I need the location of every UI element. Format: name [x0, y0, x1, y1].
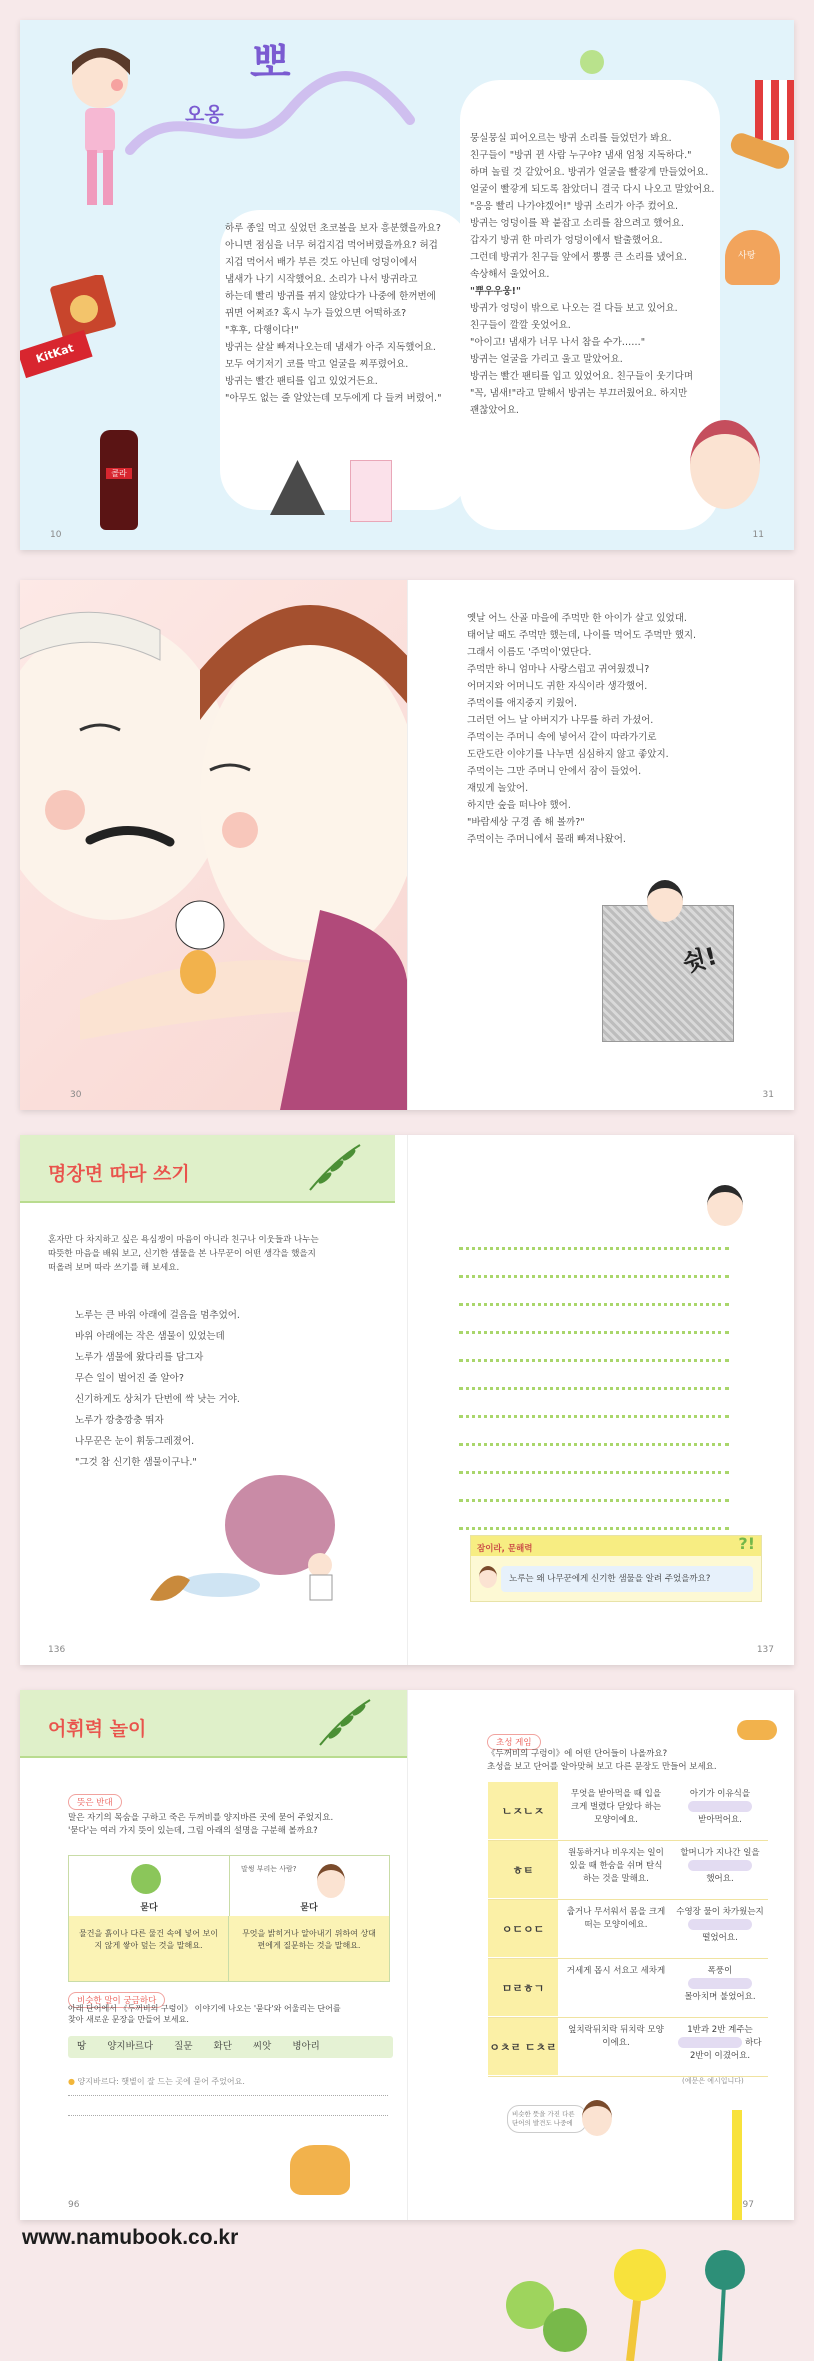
- instruction-line: 아래 단어에서 《두꺼비의 구렁이》 이야기에 나오는 '묻다'와 어울리는 단어를: [68, 2004, 341, 2013]
- section-title: 명장면 따라 쓰기: [48, 1163, 190, 1185]
- text-line: 방귀는 얼굴을 가리고 울고 말았어요.: [470, 354, 623, 365]
- definition-left: 물건을 흙이나 다른 물건 속에 넣어 보이지 않게 쌓아 덮는 것을 말해요.: [69, 1916, 229, 1981]
- tag-wrap: [68, 1790, 122, 1810]
- answer-line[interactable]: [68, 2115, 388, 2116]
- plant-pot-illustration: [131, 1864, 161, 1894]
- text-line: "꼭, 냄새!"라고 말해서 방귀는 부끄러웠어요. 하지만: [470, 388, 688, 399]
- text-line: 속상해서 울었어요.: [470, 269, 550, 280]
- passage-line: 노루가 깡충깡충 뛰자: [75, 1415, 164, 1426]
- instruction-line: 초성을 보고 단어를 알아맞혀 보고 다른 문장도 만들어 보세요.: [487, 1762, 717, 1772]
- page-number: 11: [752, 530, 764, 540]
- plants-decoration: [470, 2235, 814, 2361]
- passage-line: 노루는 큰 바위 아래에 걸음을 멈추었어.: [75, 1310, 240, 1321]
- text-page: [407, 580, 794, 1110]
- kid-face-icon: [479, 1566, 497, 1588]
- word-choice[interactable]: 화단: [213, 2041, 232, 2052]
- answer-line[interactable]: [68, 2095, 388, 2096]
- popcorn-illustration: [755, 80, 794, 140]
- initials-key: ㅇㄷㅇㄷ: [488, 1900, 558, 1957]
- text-line: "바람세상 구경 좀 해 볼까?": [467, 817, 585, 828]
- footnote: (예문은 예시입니다): [682, 2077, 744, 2085]
- writing-line[interactable]: [459, 1527, 729, 1530]
- writing-lines: [459, 1247, 729, 1555]
- text-line: 아니면 점심을 너무 허겁지겁 먹어버렸을까요? 허겁: [225, 240, 438, 251]
- text-line: 방귀는 엉덩이를 꽉 붙잡고 소리를 참으려고 했어요.: [470, 218, 684, 229]
- granny-illustration: [690, 420, 760, 509]
- text-line: 친구들이 "방귀 뀐 사람 누구야? 냄새 엄청 지독하다.": [470, 150, 692, 161]
- word-label: 묻다: [140, 1903, 158, 1913]
- initials-key: ㅇㅊㄹ ㄷㅊㄹ: [488, 2018, 558, 2075]
- fart-swirl-illustration: [120, 50, 420, 170]
- text-line: 방귀는 빨간 팬티를 입고 있었거든요.: [225, 376, 378, 387]
- instruction-line: '묻다'는 여러 가지 뜻이 있는데, 그림 아래의 설명을 구분해 볼까요?: [68, 1826, 318, 1836]
- cupcake-label: 사탕: [738, 251, 756, 261]
- example-text: 받아먹어요.: [698, 1815, 742, 1825]
- sfx-shh: 쉿!: [679, 941, 720, 978]
- text-line: 주먹이는 주머니에서 몰래 빠져나왔어.: [467, 834, 626, 845]
- page-number: 136: [48, 1645, 66, 1655]
- example-text: 아기가 이유식을: [689, 1789, 751, 1799]
- text-line: 그러던 어느 날 아버지가 나무를 하러 가셨어.: [467, 715, 654, 726]
- instruction-line: 찾아 새로운 문장을 만들어 보세요.: [68, 2015, 189, 2024]
- palm-tree-illustration: [707, 2110, 767, 2220]
- initials-row: [488, 1900, 768, 1959]
- text-line: 모두 여기저기 코를 막고 얼굴을 찌푸렸어요.: [225, 359, 409, 370]
- answer-blank[interactable]: [688, 1801, 752, 1812]
- initials-example: [674, 1847, 766, 1886]
- writing-line[interactable]: [459, 1415, 729, 1418]
- passage-line: "그것 참 신기한 샘물이구나.": [75, 1457, 197, 1468]
- text-line: 방귀는 빨간 팬티를 입고 있었어요. 친구들이 웃기다며: [470, 371, 694, 382]
- writing-line[interactable]: [459, 1443, 729, 1446]
- instruction: [487, 1748, 717, 1774]
- instruction: [68, 1812, 333, 1838]
- speech-bubble: 말썽 부리는 사람?: [241, 1865, 297, 1873]
- page-number: 30: [70, 1090, 82, 1100]
- text-line: 주먹이를 애지중지 키웠어.: [467, 698, 578, 709]
- page-number: 97: [742, 2200, 754, 2210]
- writing-line[interactable]: [459, 1499, 729, 1502]
- instruction-line: 《두꺼비의 구렁이》에 어떤 단어들이 나올까요?: [487, 1749, 668, 1759]
- passage-line: 무슨 일이 벌어진 줄 알아?: [75, 1373, 184, 1384]
- passage-line: 노루가 샘물에 왔다리를 담그자: [75, 1352, 204, 1363]
- initials-def: 엎치락뒤치락 뒤치락 모양이에요.: [568, 2025, 664, 2048]
- leaf-icon: [315, 1695, 375, 1750]
- example-text: 떨었어요.: [702, 1933, 738, 1943]
- initials-example: [674, 1965, 766, 2004]
- text-line: 주먹만 하니 엄마나 사랑스럽고 귀여웠겠니?: [467, 664, 650, 675]
- spread-fist-boy-story: [20, 580, 794, 1110]
- vocabulary-right-page: [407, 1690, 794, 2220]
- example-text: 2반이 이겼어요.: [689, 2051, 751, 2061]
- initials-key: ㅁㄹㅎㄱ: [488, 1959, 558, 2016]
- bullet-icon: ●: [68, 2077, 75, 2086]
- example-text: 수영장 물이 차가웠는지: [676, 1907, 764, 1917]
- example-text: 하다: [745, 2038, 762, 2048]
- example-sentence: [68, 2076, 245, 2087]
- writing-line[interactable]: [459, 1359, 729, 1362]
- instruction: [68, 2003, 341, 2025]
- initials-example: [674, 1788, 766, 1827]
- leaf-icon: [305, 1140, 365, 1195]
- example-text: 했어요.: [706, 1874, 734, 1884]
- pouch-illustration: [602, 905, 734, 1042]
- instruction-line: 혼자만 다 차지하고 싶은 욕심쟁이 마음이 아니라 친구나 이웃들과 나누는: [48, 1235, 319, 1245]
- text-line: 뀌면 어쩌죠? 혹시 누가 들었으면 어떡하죠?: [225, 308, 407, 319]
- lollipop-illustration: [580, 50, 604, 74]
- think-box-title: 잠이라, 문해력: [477, 1544, 533, 1554]
- text-line: 어머지와 어머니도 귀한 자식이라 생각했어.: [467, 681, 648, 692]
- story-text-right: [470, 130, 714, 419]
- text-line: 하는데 빨리 방귀를 뀌지 않았다가 나중에 한꺼번에: [225, 291, 436, 302]
- text-line: 주먹이는 주머니 속에 넣어서 같이 따라가기로: [467, 732, 657, 743]
- word-choice[interactable]: 땅: [77, 2041, 87, 2052]
- meaning-table: [68, 1855, 390, 1982]
- text-line: 그런데 방귀가 친구들 앞에서 뿡뿡 큰 소리를 냈어요.: [470, 252, 687, 263]
- section-title: 어휘력 놀이: [48, 1718, 147, 1740]
- writing-line[interactable]: [459, 1275, 729, 1278]
- instruction-line: 말은 자기의 목숨을 구하고 죽은 두꺼비를 양지바른 곳에 묻어 주었지요.: [68, 1813, 334, 1823]
- writing-line[interactable]: [459, 1303, 729, 1306]
- text-line: 그래서 이름도 '주먹이'였단다.: [467, 647, 592, 658]
- initials-row: [488, 1782, 768, 1841]
- spread-copy-writing: [20, 1135, 794, 1665]
- text-line: 하며 놀릴 것 같았어요. 방귀가 얼굴을 빨갛게 만들었어요.: [470, 167, 709, 178]
- text-line: 괜찮았어요.: [470, 405, 519, 416]
- page-number: 10: [50, 530, 62, 540]
- initials-key: ㄴㅈㄴㅈ: [488, 1782, 558, 1839]
- word-choice[interactable]: 질문: [174, 2041, 193, 2052]
- example-text: 양지바르다: 햇볕이 잘 드는 곳에 묻어 주었어요.: [77, 2077, 245, 2086]
- answer-blank[interactable]: [688, 1860, 752, 1871]
- deer-spring-illustration: [130, 1455, 390, 1625]
- text-line: 얼굴이 빨갛게 되도록 참았더니 결국 다시 나오고 말았어요.: [470, 184, 715, 195]
- initials-def: 거세게 몹시 서요고 세차게: [566, 1966, 666, 1976]
- initials-table: [488, 1782, 768, 2077]
- think-box-header: [471, 1536, 761, 1556]
- section-banner: [20, 1135, 395, 1203]
- initials-row: [488, 1841, 768, 1900]
- example-text: 할머니가 지나간 일을: [680, 1848, 760, 1858]
- text-line: 하지만 숲을 떠나야 했어.: [467, 800, 571, 811]
- passage-line: 신기하게도 상처가 단번에 싹 낫는 거야.: [75, 1394, 240, 1405]
- writing-line[interactable]: [459, 1387, 729, 1390]
- example-text: 몰아치며 불었어요.: [684, 1992, 756, 2002]
- section-tag: 비슷한 말이 궁금하다: [68, 1992, 165, 2008]
- word-label: 묻다: [300, 1903, 318, 1913]
- story-text: [467, 610, 696, 848]
- initials-key: ㅎㅌ: [488, 1841, 558, 1898]
- text-line: 방귀가 엉덩이 밖으로 나오는 걸 다들 보고 있어요.: [470, 303, 678, 314]
- spread-fart-story: [20, 20, 794, 550]
- kid-illustration: [317, 1864, 345, 1898]
- initials-example: [674, 1906, 766, 1945]
- text-line: 방귀는 살살 빠져나오는데 냄새가 아주 지독했어요.: [225, 342, 436, 353]
- answer-blank[interactable]: [688, 1919, 752, 1930]
- initials-def: 무엇을 받아먹을 때 입을 크게 벌렸다 닫았다 하는 모양이에요.: [570, 1789, 662, 1825]
- tag-wrap: [487, 1730, 541, 1750]
- passage: [75, 1305, 240, 1473]
- instruction-line: 따뜻한 마음을 배워 보고, 신기한 샘물을 본 나무꾼이 어떤 생각을 했을지: [48, 1249, 316, 1259]
- text-line: 도란도란 이야기를 나누면 심심하지 않고 좋았지.: [467, 749, 669, 760]
- initials-row: [488, 2018, 768, 2077]
- hint-bubble: 비슷한 뜻을 가진 다른 단어의 발견도 나중에: [507, 2105, 587, 2133]
- text-line: "아무도 없는 줄 알았는데 모두에게 다 들켜 버렸어.": [225, 393, 442, 404]
- page-number: 137: [756, 1645, 774, 1655]
- text-line: "뿌우우웅!": [470, 286, 521, 297]
- text-line: "후후, 다행이다!": [225, 325, 299, 336]
- kid-thinking-illustration: [582, 2100, 612, 2136]
- meaning-cell-right: [229, 1856, 389, 1916]
- sfx-big-text: 뽀: [250, 38, 291, 87]
- text-line: 냄새가 나기 시작했어요. 소리가 나서 방귀라고: [225, 274, 418, 285]
- text-line: "응응 빨리 나가야겠어!" 방귀 소리가 아주 컸어요.: [470, 201, 679, 212]
- think-question: 노루는 왜 나무꾼에게 신기한 샘물을 알려 주었을까요?: [501, 1566, 753, 1592]
- question-mark-icon: ?!: [738, 1534, 755, 1553]
- text-line: 하루 종일 먹고 싶었던 초코볼을 보자 흥분했을까요?: [225, 223, 441, 234]
- cola-label: 콜라: [106, 468, 132, 479]
- definition-right: 무엇을 밝히거나 알아내기 위하여 상대편에게 질문하는 것을 말해요.: [229, 1916, 389, 1981]
- initials-def: 원동하거나 비우지는 일이 있을 때 한숨을 쉬며 탄식하는 것을 말해요.: [568, 1848, 664, 1884]
- passage-line: 나무꾼은 눈이 휘둥그레졌어.: [75, 1436, 195, 1447]
- example-text: 1반과 2반 계주는: [687, 2025, 753, 2035]
- think-box: [470, 1535, 762, 1602]
- copy-text-page: [20, 1135, 408, 1665]
- section-tag: 초성 게임: [487, 1734, 541, 1750]
- word-choice[interactable]: 병아리: [292, 2041, 320, 2052]
- section-tag: 뜻은 반대: [68, 1794, 122, 1810]
- illustration-page: [20, 580, 408, 1110]
- text-line: 뭉실뭉실 피어오르는 방귀 소리를 들었던가 봐요.: [470, 133, 672, 144]
- word-choice[interactable]: 씨앗: [252, 2041, 272, 2052]
- text-line: 재밌게 놀았어.: [467, 783, 529, 794]
- answer-blank[interactable]: [678, 2037, 742, 2048]
- vocabulary-left-page: [20, 1690, 408, 2220]
- example-text: 폭풍이: [707, 1966, 733, 1976]
- section-banner: [20, 1690, 407, 1758]
- chocolate-bar: KitKat: [20, 330, 93, 378]
- initials-def: 춥거나 무서워서 몸을 크게 떠는 모양이에요.: [566, 1907, 666, 1930]
- initials-example: [674, 2024, 766, 2063]
- sfx-small-text: 오옹: [185, 102, 224, 126]
- parents-kiss-illustration: [20, 580, 407, 1110]
- text-line: 옛날 어느 산골 마을에 주먹만 한 아이가 살고 있었대.: [467, 613, 687, 624]
- website-url[interactable]: www.namubook.co.kr: [22, 2226, 239, 2249]
- fist-boy-illustration: [647, 880, 683, 922]
- cola-bottle: [100, 430, 138, 530]
- text-line: "아이고! 냄새가 너무 나서 참을 수가……": [470, 337, 646, 348]
- text-line: 주먹이는 그만 주머니 안에서 잠이 들었어.: [467, 766, 642, 777]
- story-text-left: [225, 220, 441, 407]
- text-line: 갑자기 방귀 한 마리가 엉덩이에서 탈출했어요.: [470, 235, 663, 246]
- answer-blank[interactable]: [688, 1978, 752, 1989]
- text-line: 친구들이 깔깔 웃었어요.: [470, 320, 571, 331]
- initials-row: [488, 1959, 768, 2018]
- tiger-small-illustration: [737, 1720, 777, 1740]
- boy-face-icon: [707, 1185, 743, 1226]
- meaning-cell-left: [69, 1856, 230, 1916]
- word-choices: [68, 2036, 393, 2058]
- text-line: 지겁 먹어서 배가 부른 것도 아닌데 엉덩이에서: [225, 257, 418, 268]
- page-number: 31: [762, 1090, 774, 1100]
- writing-line[interactable]: [459, 1247, 729, 1250]
- tiger-illustration: [290, 2145, 350, 2195]
- spread-vocabulary: [20, 1690, 794, 2220]
- page-number: 96: [68, 2200, 80, 2210]
- instruction: [48, 1233, 319, 1275]
- milk-carton-illustration: [350, 460, 392, 522]
- word-choice[interactable]: 양지바르다: [107, 2041, 154, 2052]
- writing-line[interactable]: [459, 1331, 729, 1334]
- girl-illustration: [45, 40, 155, 210]
- instruction-line: 떠올려 보며 따라 쓰기를 해 보세요.: [48, 1263, 180, 1273]
- writing-line[interactable]: [459, 1471, 729, 1474]
- text-line: 태어날 때도 주먹만 했는데, 나이를 먹어도 주먹만 했지.: [467, 630, 697, 641]
- passage-line: 바위 아래에는 작은 샘물이 있었는데: [75, 1331, 225, 1342]
